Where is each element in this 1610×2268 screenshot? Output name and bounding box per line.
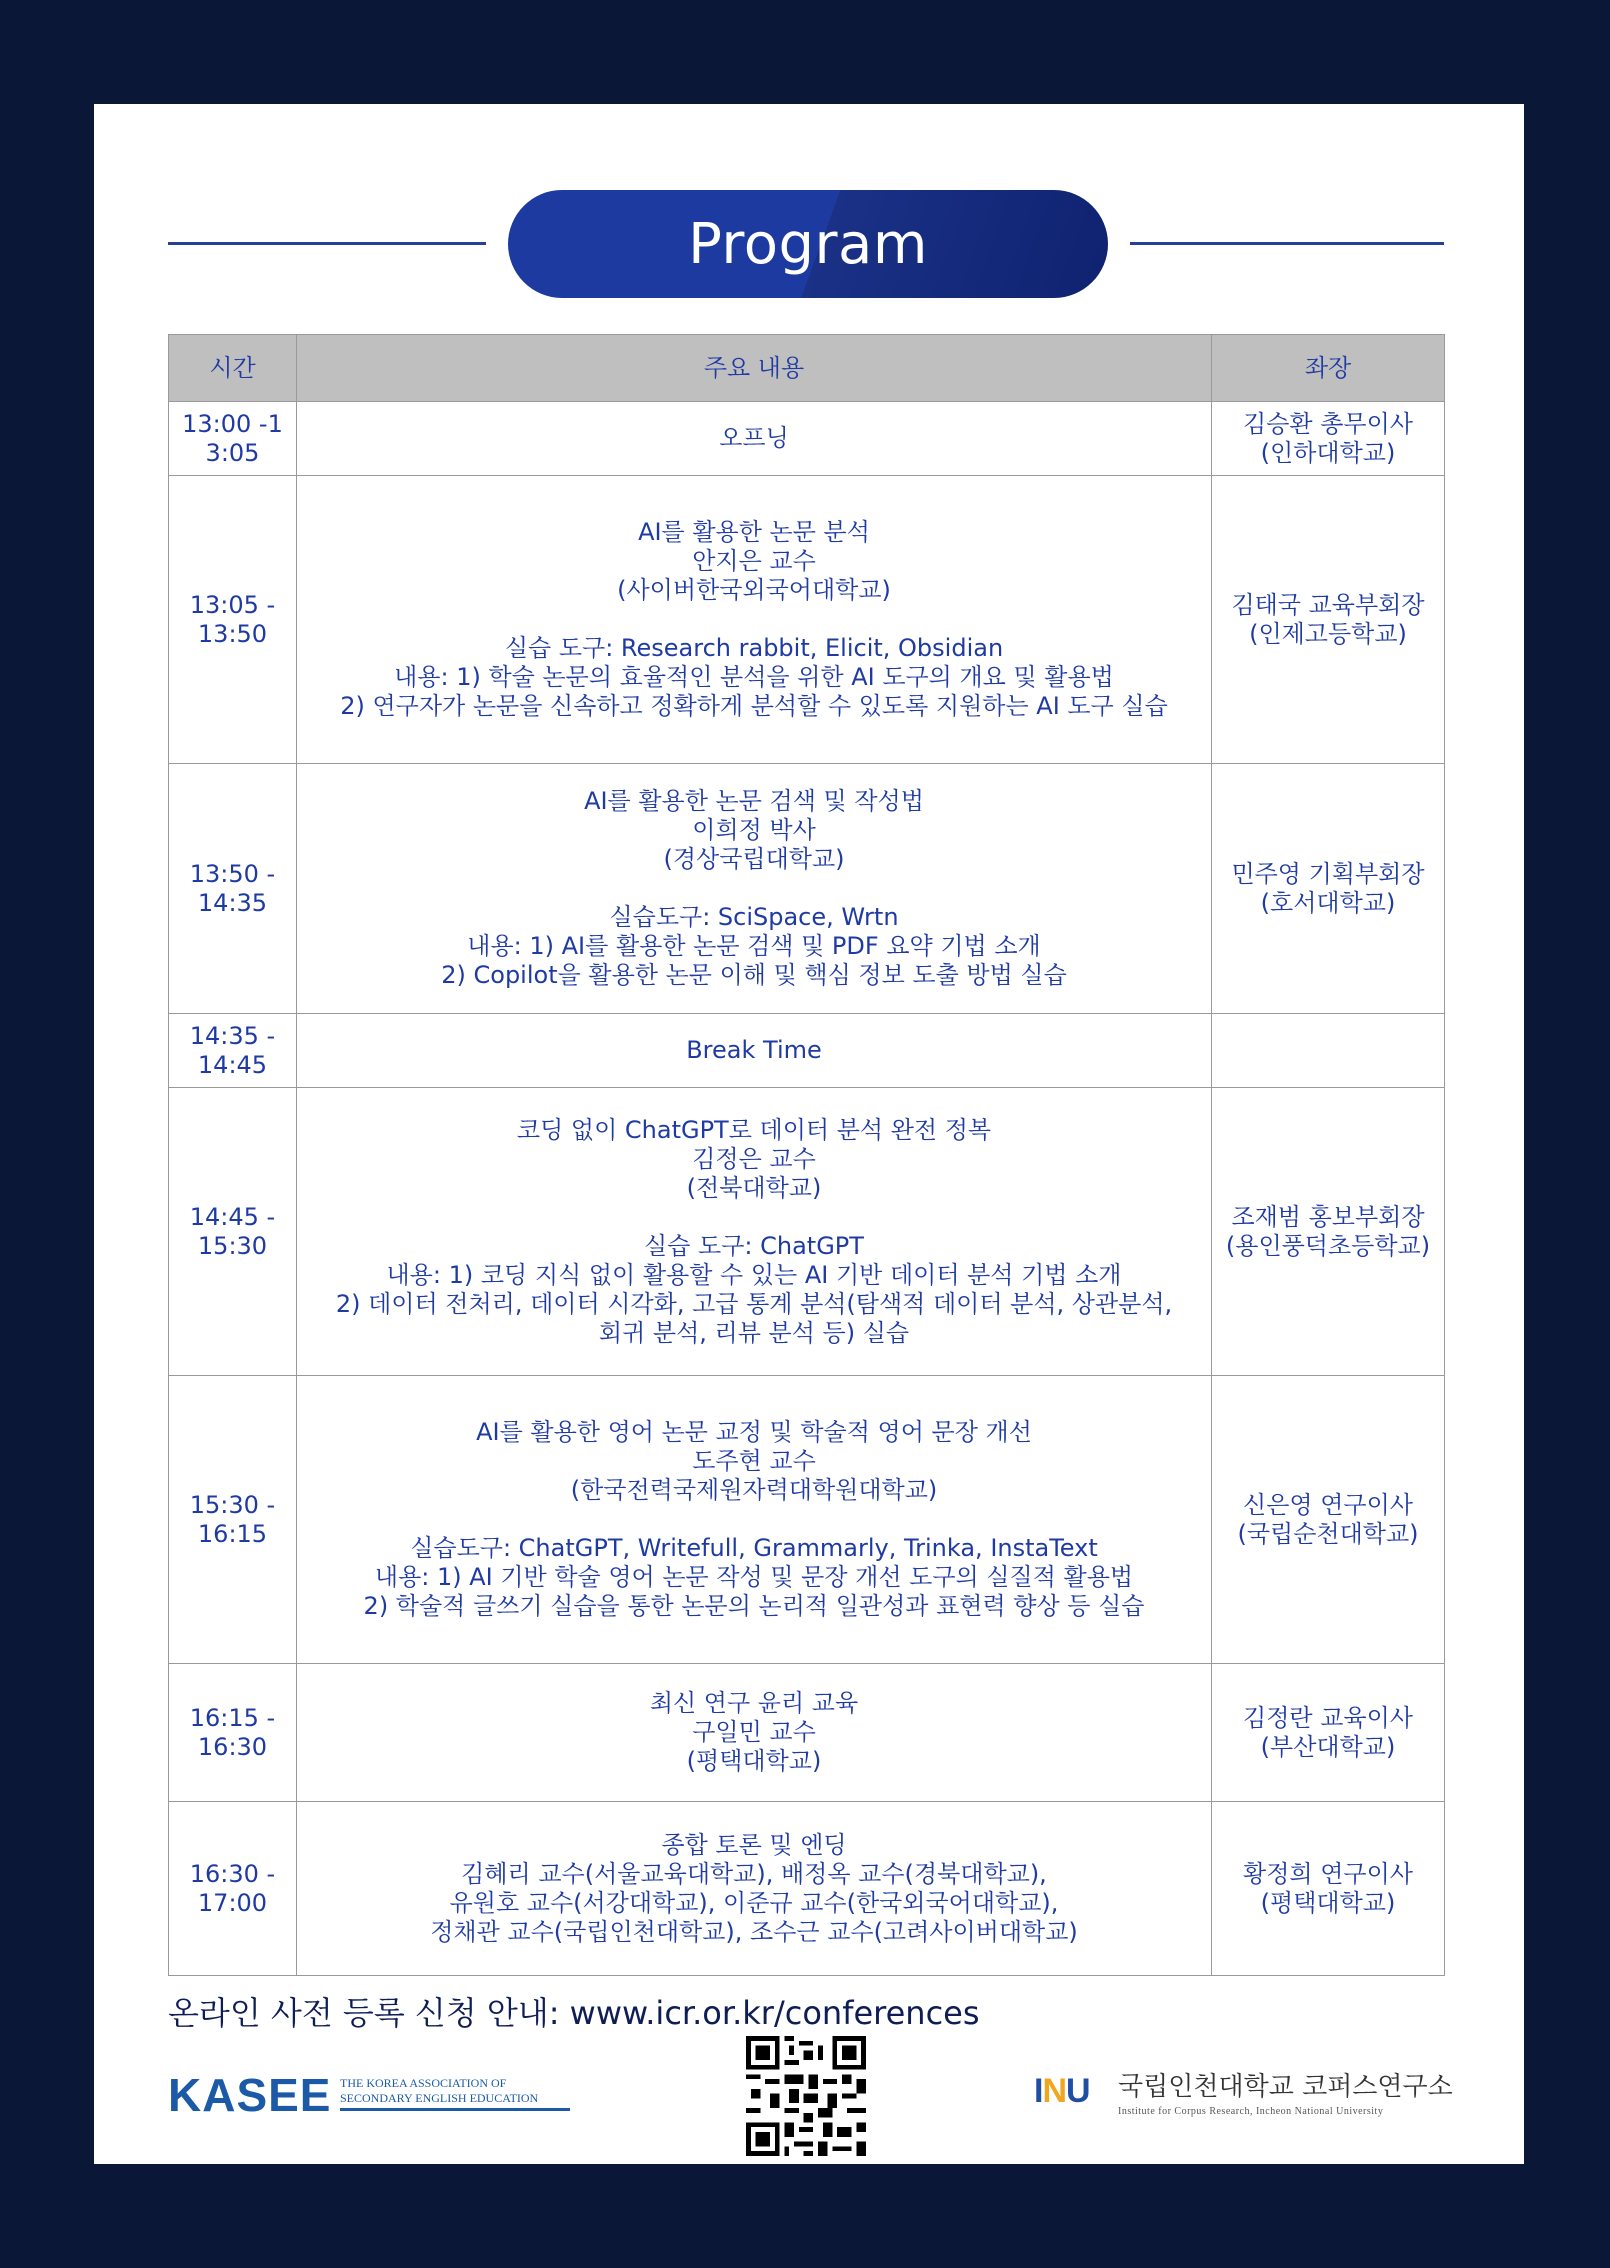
content-cell xyxy=(297,1802,1212,1976)
time-cell-line: 15:30 xyxy=(197,1231,268,1260)
header-chair: 좌장 xyxy=(1212,335,1445,402)
time-cell xyxy=(169,1802,297,1976)
time-cell xyxy=(169,476,297,764)
content-cell-line: Break Time xyxy=(686,1036,822,1064)
chair-cell-line: (국립순천대학교) xyxy=(1237,1519,1419,1548)
content-cell-line: AI를 활용한 논문 분석 xyxy=(638,518,870,546)
time-cell-line: 14:45 - xyxy=(189,1202,276,1231)
chair-cell xyxy=(1212,1014,1445,1088)
chair-cell-line: 민주영 기획부회장 xyxy=(1231,859,1425,888)
table-row xyxy=(169,476,1445,764)
inu-institute-subtitle: Institute for Corpus Research, Incheon National University xyxy=(1118,2106,1384,2117)
content-cell-line: 2) Copilot을 활용한 논문 이해 및 핵심 정보 도출 방법 실습 xyxy=(441,961,1067,989)
content-cell-line: 2) 학술적 글쓰기 실습을 통한 논문의 논리적 일관성과 표현력 향상 등 실습 xyxy=(363,1592,1145,1620)
content-cell-line: (한국전력국제원자력대학원대학교) xyxy=(570,1476,938,1504)
content-cell-line: 내용: 1) AI 기반 학술 영어 논문 작성 및 문장 개선 도구의 실질적 활용법 xyxy=(374,1563,1134,1591)
time-cell xyxy=(169,402,297,476)
chair-cell xyxy=(1212,1088,1445,1376)
time-cell-line: 14:35 xyxy=(197,888,268,917)
content-cell-line: 2) 연구자가 논문을 신속하고 정확하게 분석할 수 있도록 지원하는 AI 도구 실습 xyxy=(340,692,1168,720)
line-gap xyxy=(301,874,1207,903)
table-row xyxy=(169,402,1445,476)
title-rule-right xyxy=(1130,242,1444,245)
content-cell xyxy=(297,1376,1212,1664)
time-cell-line: 14:45 xyxy=(197,1050,268,1079)
chair-cell-line: 조재범 홍보부회장 xyxy=(1231,1202,1425,1231)
time-cell-line: 3:05 xyxy=(205,438,260,467)
kasee-subtitle-line2: SECONDARY ENGLISH EDUCATION xyxy=(340,2091,539,2105)
time-cell xyxy=(169,764,297,1014)
time-cell-line: 17:00 xyxy=(197,1888,268,1917)
chair-cell xyxy=(1212,1376,1445,1664)
table-row xyxy=(169,764,1445,1014)
time-cell-line: 16:30 xyxy=(197,1732,268,1761)
kasee-subtitle-line1: THE KOREA ASSOCIATION OF xyxy=(340,2076,507,2090)
chair-cell-line: 신은영 연구이사 xyxy=(1243,1490,1413,1519)
content-cell-line: (사이버한국외국어대학교) xyxy=(617,576,891,604)
content-cell xyxy=(297,1014,1212,1088)
inu-institute-name: 국립인천대학교 코퍼스연구소 xyxy=(1118,2072,1453,2102)
table-body xyxy=(169,402,1445,1976)
content-cell xyxy=(297,476,1212,764)
table-row xyxy=(169,1664,1445,1802)
chair-cell-line: 김승환 총무이사 xyxy=(1243,409,1413,438)
content-cell-line: 김정은 교수 xyxy=(692,1144,816,1173)
content-cell-line: 실습 도구: ChatGPT xyxy=(644,1231,864,1260)
content-cell-line: 종합 토론 및 엔딩 xyxy=(661,1830,847,1859)
chair-cell xyxy=(1212,476,1445,764)
time-cell-line: 16:30 - xyxy=(189,1859,276,1888)
chair-cell-line: (평택대학교) xyxy=(1260,1888,1396,1917)
chair-cell-line: 황정희 연구이사 xyxy=(1243,1859,1413,1888)
content-cell-line: 회귀 분석, 리뷰 분석 등) 실습 xyxy=(598,1318,910,1347)
content-cell-line: 오프닝 xyxy=(719,424,789,452)
kasee-wordmark: KASEE xyxy=(168,2069,332,2121)
qr-code-icon[interactable] xyxy=(746,2036,866,2156)
chair-cell xyxy=(1212,1802,1445,1976)
header-content: 주요 내용 xyxy=(297,335,1212,402)
table-row xyxy=(169,1088,1445,1376)
content-cell-line: (평택대학교) xyxy=(686,1747,822,1775)
chair-cell-line: (부산대학교) xyxy=(1260,1732,1396,1761)
content-cell-line: 유원호 교수(서강대학교), 이준규 교수(한국외국어대학교), xyxy=(449,1888,1059,1917)
table-row xyxy=(169,1014,1445,1088)
line-gap xyxy=(301,605,1207,634)
chair-cell-line: (인하대학교) xyxy=(1260,438,1396,467)
time-cell xyxy=(169,1014,297,1088)
inu-logo xyxy=(1034,2066,1454,2136)
content-cell-line: (경상국립대학교) xyxy=(663,845,845,873)
kasee-underline xyxy=(340,2108,570,2111)
time-cell-line: 13:00 -1 xyxy=(182,409,283,438)
content-cell-line: 실습 도구: Research rabbit, Elicit, Obsidian xyxy=(504,634,1004,662)
table-header-row xyxy=(169,335,1445,402)
time-cell-line: 16:15 - xyxy=(189,1703,276,1732)
chair-cell-line: 김태국 교육부회장 xyxy=(1231,590,1425,619)
program-card xyxy=(94,104,1524,2164)
chair-cell-line: (용인풍덕초등학교) xyxy=(1225,1231,1431,1260)
chair-cell-line: (인제고등학교) xyxy=(1249,619,1407,648)
time-cell-line: 14:35 - xyxy=(189,1021,276,1050)
chair-cell-line: (호서대학교) xyxy=(1260,888,1396,917)
content-cell xyxy=(297,402,1212,476)
table-row xyxy=(169,1802,1445,1976)
content-cell-line: (전북대학교) xyxy=(686,1173,822,1202)
content-cell-line: 내용: 1) AI를 활용한 논문 검색 및 PDF 요약 기법 소개 xyxy=(467,932,1041,960)
program-table xyxy=(168,334,1445,1976)
content-cell-line: 내용: 1) 코딩 지식 없이 활용할 수 있는 AI 기반 데이터 분석 기법 소개 xyxy=(386,1260,1122,1289)
content-cell-line: 정채관 교수(국립인천대학교), 조수근 교수(고려사이버대학교) xyxy=(430,1917,1078,1946)
time-cell xyxy=(169,1664,297,1802)
kasee-subtitle xyxy=(340,2076,538,2106)
chair-cell-line: 김정란 교육이사 xyxy=(1243,1703,1413,1732)
content-cell-line: AI를 활용한 논문 검색 및 작성법 xyxy=(584,787,924,815)
content-cell-line: 실습도구: ChatGPT, Writefull, Grammarly, Trinka, InstaText xyxy=(410,1534,1098,1562)
header-time: 시간 xyxy=(169,335,297,402)
line-gap xyxy=(301,1505,1207,1534)
table-row xyxy=(169,1376,1445,1664)
content-cell-line: 도주현 교수 xyxy=(692,1447,816,1475)
content-cell-line: 최신 연구 윤리 교육 xyxy=(649,1689,859,1717)
time-cell-line: 16:15 xyxy=(197,1519,268,1548)
chair-cell xyxy=(1212,402,1445,476)
title-rule-left xyxy=(168,242,486,245)
content-cell-line: 안지은 교수 xyxy=(692,547,816,575)
time-cell-line: 13:50 - xyxy=(189,859,276,888)
chair-cell xyxy=(1212,764,1445,1014)
content-cell-line: 내용: 1) 학술 논문의 효율적인 분석을 위한 AI 도구의 개요 및 활용법 xyxy=(394,663,1114,691)
content-cell-line: AI를 활용한 영어 논문 교정 및 학술적 영어 문장 개선 xyxy=(476,1418,1032,1446)
chair-cell xyxy=(1212,1664,1445,1802)
content-cell-line: 2) 데이터 전처리, 데이터 시각화, 고급 통계 분석(탐색적 데이터 분석, 상관분석, xyxy=(335,1289,1173,1318)
content-cell-line: 코딩 없이 ChatGPT로 데이터 분석 완전 정복 xyxy=(516,1115,992,1144)
time-cell-line: 15:30 - xyxy=(189,1490,276,1519)
content-cell-line: 김혜리 교수(서울교육대학교), 배정옥 교수(경북대학교), xyxy=(461,1859,1047,1888)
kasee-logo xyxy=(168,2064,588,2134)
content-cell xyxy=(297,1088,1212,1376)
line-gap xyxy=(301,1203,1207,1232)
time-cell-line: 13:50 xyxy=(197,619,268,648)
time-cell xyxy=(169,1376,297,1664)
registration-info: 온라인 사전 등록 신청 안내: www.icr.or.kr/conferences xyxy=(168,1994,980,2032)
page-title: Program xyxy=(508,190,1108,298)
content-cell xyxy=(297,1664,1212,1802)
content-cell-line: 실습도구: SciSpace, Wrtn xyxy=(609,903,899,931)
content-cell-line: 구일민 교수 xyxy=(692,1718,816,1746)
time-cell-line: 13:05 - xyxy=(189,590,276,619)
content-cell xyxy=(297,764,1212,1014)
time-cell xyxy=(169,1088,297,1376)
inu-mark: INU xyxy=(1034,2072,1090,2110)
content-cell-line: 이희정 박사 xyxy=(692,816,816,844)
